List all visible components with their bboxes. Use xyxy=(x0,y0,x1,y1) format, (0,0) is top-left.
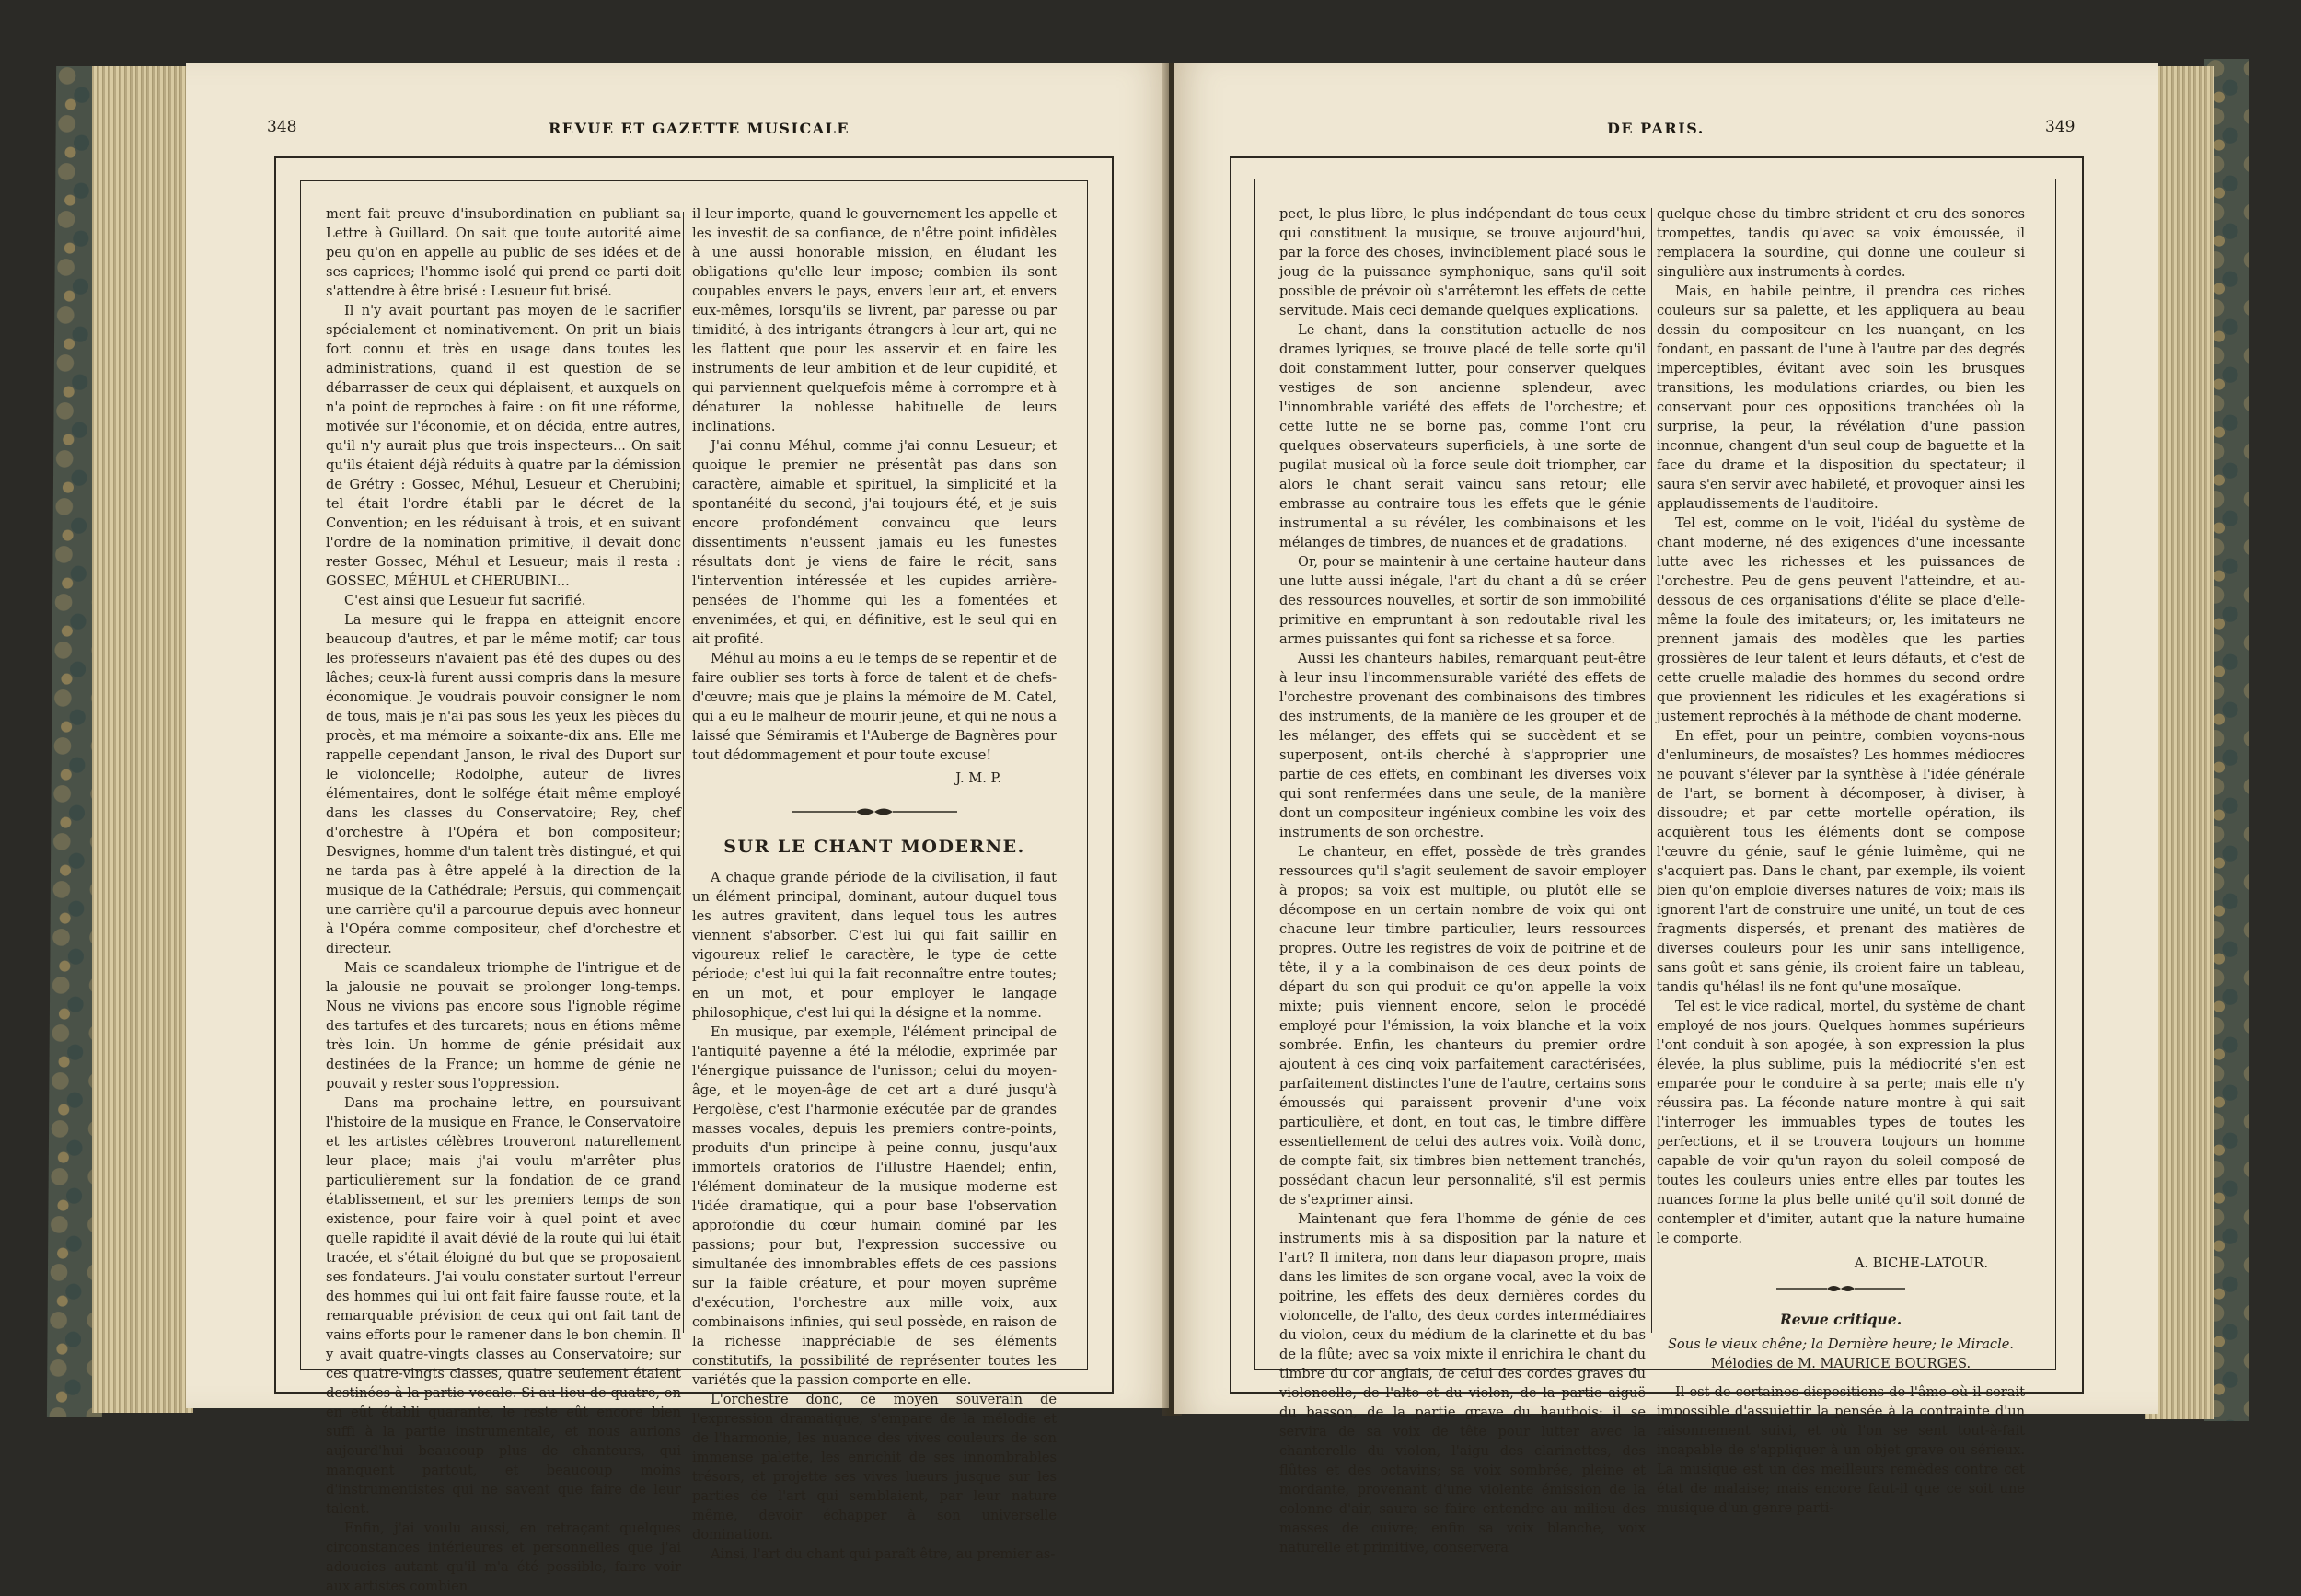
review-byline: Mélodies de M. MAURICE BOURGES. xyxy=(1710,1356,1971,1371)
right-page-column-2 xyxy=(1657,204,2025,1516)
paragraph: Il n'y avait pourtant pas moyen de le sacrifier spécialement et nominativement. On prit un biais fort connu et très en usage dans toutes les administrations, quand il est question de se débarrasser de ceux qui déplaisent, et auxquels on n'a point de reproches à faire : on fit une réforme, motivée sur l'économie, et on décida, entre autres, qu'il n'y aurait plus que trois inspecteurs... On sait qu'ils étaient déjà réduits à quatre par la démission de Grétry : Gossec, Méhul, Lesueur et Cherubini; tel était l'ordre établi par le décret de la Convention; en les réduisant à trois, et en suivant l'ordre de la nomination primitive, il devait donc rester Gossec, Méhul et Lesueur; mais il resta : GOSSEC, MÉHUL et CHERUBINI... xyxy=(326,303,681,589)
column2-article-end xyxy=(1657,204,2025,1248)
right-page-column-1 xyxy=(1279,204,1646,1556)
ornament-divider-right xyxy=(1657,1282,2025,1302)
left-page-number: 348 xyxy=(267,118,297,136)
paragraph: Il est de certaines dispositions de l'âme où il serait impossible d'assujettir la pensée à la contrainte d'un raisonnement suivi, et où l'on se sent tout-à-fait incapable de s'appliquer à un objet grave ou sérieux. La musique est un des meilleurs remèdes contre cet état de malaise; mais encore faut-il que ce soit une musique d'un genre parti- xyxy=(1657,1384,2025,1516)
left-column-rule xyxy=(683,212,684,1333)
paragraph: Le chant, dans la constitution actuelle de nos drames lyriques, se trouve placé de telle sorte qu'il doit constamment lutter, pour conserver quelques vestiges de son ancienne splendeur, avec l'innombrable variété des effets de l'orchestre; et cette lutte ne se borne pas, comme l'ont cru quelques observateurs superficiels, à une sorte de pugilat musical où la force seule doit triompher, car alors le chant serait vaincu sans retour; elle embrasse au contraire tous les effets que le génie instrumental a su révéler, les combinaisons et les mélanges de timbres, de nuances et de gradations. xyxy=(1279,322,1646,550)
paragraph: Méhul au moins a eu le temps de se repentir et de faire oublier ses torts à force de talent et de chefs-d'œuvre; mais que je plains la mémoire de M. Catel, qui a eu le malheur de mourir jeune, et qui ne nous a laissé que Sémiramis et l'Auberge de Bagnères pour tout dédommagement et pour toute excuse! xyxy=(692,651,1057,763)
article-title: SUR LE CHANT MODERNE. xyxy=(723,837,1025,857)
paragraph: Ainsi, l'art du chant qui paraît être, au premier as- xyxy=(711,1546,1056,1562)
left-page-column-2 xyxy=(692,204,1057,1562)
left-running-header: REVUE ET GAZETTE MUSICALE xyxy=(549,120,850,137)
paragraph: La mesure qui le frappa en atteignit encore beaucoup d'autres, et par le même motif; car tous les professeurs n'avaient pas été des dupes ou des lâches; ceux-là furent aussi compris dans la mesure économique. Je voudrais pouvoir consigner le nom de tous, mais je n'ai pas sous les yeux les pièces du procès, et ma mémoire a soixante-dix ans. Elle me rappelle cependant Janson, le rival des Duport sur le violoncelle; Rodolphe, auteur de livres élémentaires, dont le solfége était même employé dans les classes du Conservatoire; Rey, chef d'orchestre à l'Opéra et bon compositeur; Desvignes, homme d'un talent très distingué, et qui ne tarda pas à être appelé à la direction de la musique de la Cathédrale; Persuis, qui commençait une carrière qu'il a parcourue depuis avec honneur à l'Opéra comme compositeur, chef d'orchestre et directeur. xyxy=(326,612,681,956)
paragraph: Or, pour se maintenir à une certaine hauteur dans une lutte aussi inégale, l'art du chant a dû se créer des ressources nouvelles, et sortir de son immobilité primitive en empruntant à son redoutable rival les armes puissantes qui font sa richesse et sa force. xyxy=(1279,554,1646,647)
right-running-header: DE PARIS. xyxy=(1607,120,1705,137)
page-edges-left xyxy=(92,66,193,1413)
paragraph: ment fait preuve d'insubordination en publiant sa Lettre à Guillard. On sait que toute autorité aime peu qu'on en appelle au public de ses idées et de ses caprices; l'homme isolé qui prend ce parti doit s'attendre à être brisé : Lesueur fut brisé. xyxy=(326,206,681,299)
column2-intro xyxy=(692,204,1057,765)
right-page-number: 349 xyxy=(2045,118,2076,136)
column2-review xyxy=(1657,1382,2025,1518)
column2-article xyxy=(692,868,1057,1564)
paragraph: Enfin, j'ai voulu aussi, en retraçant quelques circonstances intérieures et personnelles que j'ai adoucies autant qu'il m'a été possible, faire voir aux artistes combien xyxy=(326,1521,681,1594)
paragraph: Mais, en habile peintre, il prendra ces riches couleurs sur sa palette, et les appliquera au beau dessin du compositeur en les nuançant, en les fondant, en passant de l'une à l'autre par des degrés imperceptibles, évitant avec soin les brusques transitions, les modulations criardes, ou bien les conservant pour ces oppositions tranchées où la surprise, la peur, la révélation d'une passion inconnue, changent d'un seul coup de baguette et la face du drame et la disposition du spectateur; il saura s'en servir avec habileté, et provoquer ainsi les applaudissements de l'auditoire. xyxy=(1657,283,2025,512)
paragraph: Tel est, comme on le voit, l'idéal du système de chant moderne, né des exigences d'une incessante lutte avec les richesses et les puissances de l'orchestre. Peu de gens peuvent l'atteindre, et au-dessous de ces organisations d'élite se place d'elle-même la foule des imitateurs; or, les imitateurs ne prennent jamais des modèles que les parties grossières de leur talent et leurs défauts, et c'est de cette cruelle maladie des hommes du second ordre que proviennent les ridicules et les exagérations si justement reprochés à la méthode de chant moderne. xyxy=(1657,515,2025,724)
ornament-divider xyxy=(692,804,1057,825)
signature-jmp: J. M. P. xyxy=(955,770,1001,786)
paragraph: il leur importe, quand le gouvernement les appelle et les investit de sa confiance, de n'être point infidèles à une aussi honorable mission, en éludant les obligations qu'elle leur impose; combien ils sont coupables envers le pays, envers leur art, et envers eux-mêmes, lorsqu'ils se livrent, par paresse ou par timidité, à des intrigants étrangers à leur art, qui ne les flattent que pour les asservir et en faire les instruments de leur ambition et de leur cupidité, et qui parviennent quelquefois même à corrompre et à dénaturer la noblesse habituelle de leurs inclinations. xyxy=(692,206,1057,434)
paragraph: quelque chose du timbre strident et cru des sonores trompettes, tandis qu'avec sa voix émoussée, il remplacera la sourdine, qui donne une couleur si singulière aux instruments à cordes. xyxy=(1657,206,2025,280)
paragraph: Mais ce scandaleux triomphe de l'intrigue et de la jalousie ne pouvait se prolonger long-temps. Nous ne vivions pas encore sous l'ignoble régime des tartufes et des turcarets; nous en étions même très loin. Un homme de génie présidait aux destinées de la France; un homme de génie ne pouvait y rester sous l'oppression. xyxy=(326,960,681,1092)
right-column-rule xyxy=(1651,208,1652,1333)
paragraph: Maintenant que fera l'homme de génie de ces instruments mis à sa disposition par la nature et l'art? Il imitera, non dans leur diapason propre, mais dans les limites de son organe vocal, avec la voix de poitrine, les effets des deux dernières cordes du violoncelle, de l'alto, des deux cordes intermédiaires du violon, ceux du médium de la clarinette et du bas de la flûte; avec sa voix mixte il enrichira le chant du timbre du cor anglais, de celui des cordes graves du violoncelle, de l'alto et du violon, de la partie aiguë du basson, de la partie grave du hautbois; il se servira de sa voix de tête pour lutter avec la chanterelle du violon, l'aigu des clarinettes, des flûtes et des octavins; sa voix sombrée, pleine et mordante, provenant d'une violente émission de la colonne d'air, saura se faire entendre au milieu des masses de cuivre; enfin sa voix blanche, voix naturelle et primitive, conservera xyxy=(1279,1211,1646,1556)
signature-biche-latour: A. BICHE-LATOUR. xyxy=(1854,1255,1988,1271)
paragraph: En effet, pour un peintre, combien voyons-nous d'enlumineurs, de mosaïstes? Les hommes médiocres ne pouvant s'élever par la synthèse à l'idée générale de l'art, se bornent à décomposer, à diviser, à dissoudre; et par cette mortelle opération, ils acquièrent tous les éléments dont se compose l'œuvre du génie, sauf le génie luimême, qui ne s'acquiert pas. Dans le chant, par exemple, ils voient bien qu'on emploie diverses natures de voix; mais ils ignorent l'art de construire une unité, un tout de ces fragments dispersés, et prenant des matières de diverses couleurs pour les unir sans intelligence, sans goût et sans génie, ils croient faire un tableau, tandis qu'hélas! ils ne font qu'une mosaïque. xyxy=(1657,728,2025,995)
paragraph: Le chanteur, en effet, possède de très grandes ressources qu'il s'agit seulement de savoir employer à propos; sa voix est multiple, ou plutôt elle se décompose en un certain nombre de voix qui ont chacune leur timbre particulier, leurs ressources propres. Outre les registres de voix de poitrine et de tête, il y a la combinaison de ces deux points de départ du son qui produit ce qu'on appelle la voix mixte; puis viennent encore, selon le procédé employé pour l'émission, la voix blanche et la voix sombrée. Enfin, les chanteurs du premier ordre ajoutent à ces cinq voix parfaitement caractérisées, parfaitement distinctes l'une de l'autre, certains sons émoussés qui paraissent provenir d'une voix particulière, et dont, en tout cas, le timbre diffère essentiellement de celui des autres voix. Voilà donc, de compte fait, six timbres bien nettement tranchés, possédant chacun leur personnalité, s'il est permis de s'exprimer ainsi. xyxy=(1279,844,1646,1208)
paragraph: A chaque grande période de la civilisation, il faut un élément principal, dominant, autour duquel tous les autres gravitent, dans lequel tous les autres viennent s'absorber. C'est lui qui fait saillir en vigoureux relief le caractère, le type de cette période; c'est lui qui la fait reconnaître entre toutes; en un mot, et pour employer le langage philosophique, c'est lui qui la désigne et la nomme. xyxy=(692,870,1057,1021)
paragraph: Dans ma prochaine lettre, en poursuivant l'histoire de la musique en France, le Conservatoire et les artistes célèbres trouveront naturellement leur place; mais j'ai voulu m'arrêter plus particulièrement sur la fondation de ce grand établissement, et sur les premiers temps de son existence, pour faire voir à quel point et avec quelle rapidité il avait dévié de la route qui lui était tracée, et s'était éloigné du but que se proposaient ses fondateurs. J'ai voulu constater surtout l'erreur des hommes qui lui ont fait faire fausse route, et la remarquable prévision de ceux qui ont fait tant de vains efforts pour le ramener dans le bon chemin. Il y avait quatre-vingts classes au Conservatoire; sur ces quatre-vingts classes, quatre seulement étaient destinées à la partie vocale. Si au lieu de quatre, on en eût établi quarante, le reste eût encore bien suffi à la partie instrumentale, et nous aurions aujourd'hui beaucoup plus de chanteurs, qui manquent partout, et beaucoup moins d'instrumentistes qui ne savent que faire de leur talent. xyxy=(326,1095,681,1517)
paragraph: L'orchestre donc, ce moyen souverain de l'expression dramatique, s'empare de la mélodie et de l'harmonie, les nuance des vives couleurs de son immense palette, les enrichit de ses innombrables trésors, et projette ses vives lueurs jusque sur les parties de l'art qui semblaient, par leur nature même, devoir échapper à son universelle domination. xyxy=(692,1392,1057,1543)
left-page-column-1 xyxy=(326,204,681,1594)
paragraph: Aussi les chanteurs habiles, remarquant peut-être à leur insu l'incommensurable variété des effets de l'orchestre provenant des combinaisons des timbres des instruments, de la manière de les grouper et de les mélanger, des effets qui se succèdent et se superposent, ont-ils cherché à s'approprier une partie de ces effets, en combinant les diverses voix qui sont renfermées dans une seule, de la manière dont un compositeur ingénieux combine les voix des instruments de son orchestre. xyxy=(1279,651,1646,840)
paragraph: Tel est le vice radical, mortel, du système de chant employé de nos jours. Quelques hommes supérieurs l'ont conduit à son apogée, à son expression la plus élevée, la plus sublime, puis la médiocrité s'en est emparée pour le conduire à sa perte; mais elle n'y réussira pas. La féconde nature montre à qui sait l'interroger les immuables types de toutes les perfections, et il se trouvera toujours un homme capable de voir qu'un rayon du soleil composé de toutes les couleurs unies entre elles par toutes les nuances forme la plus belle unité qu'il soit donné de contempler et d'imiter, autant que la nature humaine le comporte. xyxy=(1657,999,2025,1246)
review-title: Revue critique. xyxy=(1779,1311,1902,1328)
paragraph: C'est ainsi que Lesueur fut sacrifié. xyxy=(344,593,586,608)
paragraph: pect, le plus libre, le plus indépendant de tous ceux qui constituent la musique, se trouve aujourd'hui, par la force des choses, invinciblement placé sous le joug de la puissance symphonique, sans qu'il soit possible de prévoir où s'arrêteront les effets de cette servitude. Mais ceci demande quelques explications. xyxy=(1279,206,1646,318)
paragraph: En musique, par exemple, l'élément principal de l'antiquité payenne a été la mélodie, exprimée par l'énergique puissance de l'unisson; celui du moyen-âge, et le moyen-âge de cet art a duré jusqu'à Pergolèse, c'est l'harmonie exécutée par de grandes masses vocales, depuis les premiers contre-points, produits d'un principe à peine connu, jusqu'aux immortels oratorios de l'illustre Haendel; enfin, l'élément dominateur de la musique moderne est l'idée dramatique, qui a pour base l'observation approfondie du cœur humain dominé par les passions; pour but, l'expression successive ou simultanée des innombrables effets de ces passions sur la faible créature, et pour moyen suprême d'exécution, l'orchestre aux mille voix, aux combinaisons infinies, qui seul possède, en raison de la richesse inappréciable de ses éléments constitutifs, la possibilité de représenter toutes les variétés que la passion comporte en elle. xyxy=(692,1024,1057,1388)
paragraph: J'ai connu Méhul, comme j'ai connu Lesueur; et quoique le premier ne présentât pas dans son caractère, aimable et spirituel, la simplicité et la spontanéité du second, j'ai toujours été, et je suis encore profondément convaincu que leurs dissentiments n'eussent jamais eu les funestes résultats dont je viens de faire le récit, sans l'intervention intéressée et les cupides arrière-pensées de l'homme qui les a fomentées et envenimées, et qui, en définitive, est le seul qui en ait profité. xyxy=(692,438,1057,647)
review-subtitle: Sous le vieux chêne; la Dernière heure; le Miracle. xyxy=(1667,1336,2015,1352)
